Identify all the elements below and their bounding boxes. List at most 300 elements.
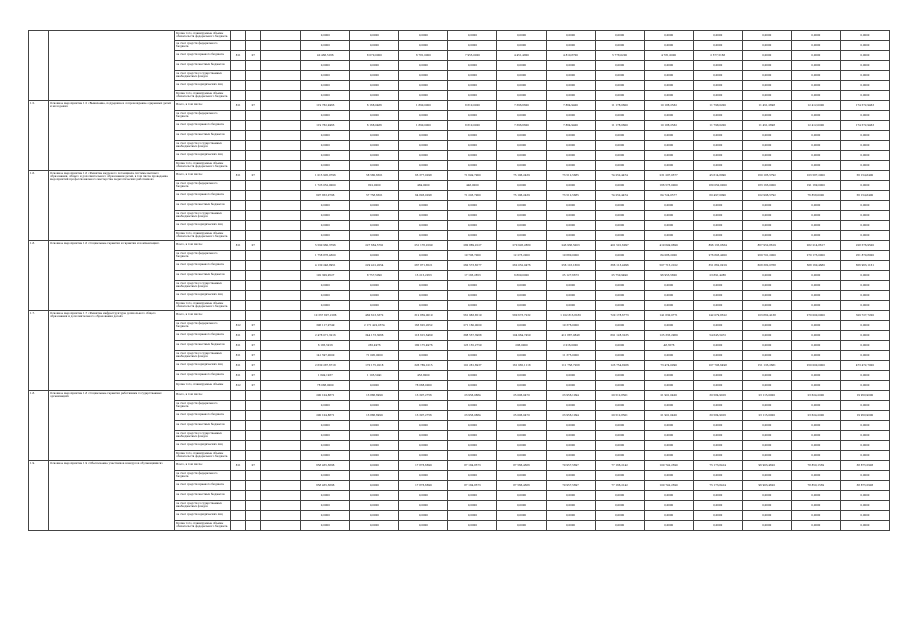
amount-cell: 0,0000: [595, 451, 644, 461]
grbs-code: 811: [231, 101, 246, 111]
amount-cell: 270 926,2880: [497, 241, 546, 251]
amount-cell: 0,0000: [693, 281, 742, 291]
amount-cell: 0,0000: [497, 371, 546, 381]
amount-cell: 0,0000: [301, 201, 350, 211]
amount-cell: 0,0000: [742, 91, 791, 101]
amount-cell: 0,0000: [546, 491, 595, 501]
amount-cell: 0,0000: [595, 341, 644, 351]
grbs-code: [231, 491, 246, 501]
funding-source: за счет средств государственных внебюджетных фондов: [175, 211, 231, 221]
amount-cell: 0,0000: [301, 61, 350, 71]
amount-cell: 2 016,0000: [546, 341, 595, 351]
amount-cell: 0,0000: [840, 271, 889, 281]
amount-cell: 0,0000: [595, 141, 644, 151]
grbs-code: [231, 221, 246, 231]
amount-cell: 0,0000: [350, 481, 399, 491]
amount-cell: 0,0000: [595, 231, 644, 241]
grbs-code: [231, 151, 246, 161]
amount-cell: 0,0000: [644, 91, 693, 101]
amount-cell: 0,0000: [693, 511, 742, 521]
amount-cell: 5 590 960,3796: [301, 241, 350, 251]
spacer-cell: [261, 101, 301, 111]
amount-cell: 0,0000: [595, 81, 644, 91]
amount-cell: 0,0000: [399, 91, 448, 101]
spacer-cell: [261, 301, 301, 311]
amount-cell: 2 577,5166: [693, 51, 742, 61]
amount-cell: 0,0000: [497, 511, 546, 521]
amount-cell: 23 115,0000: [742, 411, 791, 421]
table-row: [29, 311, 890, 321]
amount-cell: 0,0000: [448, 301, 497, 311]
grbs-code: [231, 251, 246, 261]
amount-cell: 0,0000: [399, 131, 448, 141]
amount-cell: 29 512,8501: [595, 391, 644, 401]
amount-cell: 13 397,2756: [399, 391, 448, 401]
funding-source: Кроме того, планируемые объемы обязательств федерального бюджета: [175, 161, 231, 171]
amount-cell: 276 803,4000: [693, 251, 742, 261]
amount-cell: 0,0000: [791, 331, 840, 341]
amount-cell: 256 116,1669: [546, 261, 595, 271]
amount-cell: 0,0000: [448, 441, 497, 451]
section-code: 07: [246, 331, 261, 341]
amount-cell: 0,0000: [742, 271, 791, 281]
amount-cell: 0,0000: [840, 151, 889, 161]
activity-name: Основное мероприятие 1.6 «Развитие кадрового потенциала системы высшего образования, общего и дополнительного образования детей, в том числе проведение мероприятий профессионального мастерства педагогических работников»: [49, 171, 175, 241]
spacer-cell: [261, 511, 301, 521]
funding-source: за счет средств краевого бюджета: [175, 331, 231, 341]
amount-cell: 60 497,0990: [693, 191, 742, 201]
section-code: [246, 311, 261, 321]
section-code: [246, 261, 261, 271]
amount-cell: 0,0000: [350, 491, 399, 501]
spacer-cell: [261, 431, 301, 441]
funding-source: за счет средств местных бюджетов: [175, 341, 231, 351]
amount-cell: 0,0000: [350, 91, 399, 101]
amount-cell: 0,0000: [595, 301, 644, 311]
spacer-cell: [261, 391, 301, 401]
amount-cell: 0,0000: [399, 291, 448, 301]
amount-cell: 74 252,4474: [595, 191, 644, 201]
funding-source: за счет средств федерального бюджета: [175, 251, 231, 261]
grbs-code: [231, 281, 246, 291]
grbs-code: [231, 231, 246, 241]
amount-cell: 0,0000: [840, 501, 889, 511]
amount-cell: 0,0000: [693, 521, 742, 531]
activity-number: [29, 31, 49, 101]
amount-cell: 7 955,0000: [448, 51, 497, 61]
amount-cell: 0,0000: [693, 431, 742, 441]
amount-cell: 0,0000: [693, 81, 742, 91]
amount-cell: 2 630 287,6718: [301, 361, 350, 371]
amount-cell: 0,0000: [644, 141, 693, 151]
amount-cell: 0,0000: [693, 381, 742, 391]
amount-cell: 0,0000: [546, 71, 595, 81]
section-code: [246, 141, 261, 151]
grbs-code: [231, 401, 246, 411]
amount-cell: 0,0000: [595, 441, 644, 451]
section-code: [246, 421, 261, 431]
amount-cell: 0,0000: [742, 371, 791, 381]
amount-cell: 0,0000: [546, 471, 595, 481]
funding-source: за счет средств краевого бюджета: [175, 191, 231, 201]
amount-cell: 11 375,0000: [546, 351, 595, 361]
amount-cell: 0,0000: [448, 501, 497, 511]
grbs-code: [231, 111, 246, 121]
funding-source: за счет средств юридических лиц: [175, 221, 231, 231]
amount-cell: 64 893,0298: [399, 191, 448, 201]
amount-cell: 0,0000: [693, 211, 742, 221]
funding-source: за счет средств государственных внебюджетных фондов: [175, 501, 231, 511]
amount-cell: 0,0000: [595, 71, 644, 81]
spacer-cell: [261, 471, 301, 481]
funding-source: Всего, в том числе:: [175, 311, 231, 321]
funding-source: Всего, в том числе:: [175, 461, 231, 471]
amount-cell: 0,0000: [448, 111, 497, 121]
amount-cell: 75 196,2439: [497, 191, 546, 201]
amount-cell: 401 501,6097: [595, 241, 644, 251]
section-code: [246, 491, 261, 501]
grbs-code: [231, 41, 246, 51]
amount-cell: 0,0000: [840, 511, 889, 521]
amount-cell: 0,0000: [448, 421, 497, 431]
funding-source: за счет средств местных бюджетов: [175, 421, 231, 431]
amount-cell: 0,0000: [399, 421, 448, 431]
grbs-code: [231, 481, 246, 491]
table-row: [29, 241, 890, 251]
amount-cell: 17 876,6699: [399, 461, 448, 471]
funding-source: за счет средств государственных внебюджетных фондов: [175, 141, 231, 151]
amount-cell: 0,0000: [644, 491, 693, 501]
spacer-cell: [261, 421, 301, 431]
amount-cell: 0,0000: [350, 201, 399, 211]
amount-cell: 0,0000: [399, 281, 448, 291]
amount-cell: 0,0000: [497, 151, 546, 161]
amount-cell: 0,0000: [497, 231, 546, 241]
grbs-code: [231, 121, 246, 131]
activity-name: Основное мероприятие 1.8 «Социальные гарантии работникам государственных организаций»: [49, 391, 175, 461]
amount-cell: 0,0000: [742, 491, 791, 501]
amount-cell: 262 052,0476: [497, 261, 546, 271]
amount-cell: 0,0000: [301, 301, 350, 311]
section-code: [246, 271, 261, 281]
amount-cell: 0,0000: [595, 201, 644, 211]
amount-cell: 0,0000: [840, 521, 889, 531]
amount-cell: 0,0000: [693, 71, 742, 81]
amount-cell: 0,0000: [350, 381, 399, 391]
funding-source: за счет средств краевого бюджета: [175, 121, 231, 131]
amount-cell: 0,0000: [497, 381, 546, 391]
funding-source: за счет средств юридических лиц: [175, 81, 231, 91]
amount-cell: 57 758,6501: [350, 191, 399, 201]
amount-cell: 0,0000: [399, 41, 448, 51]
amount-cell: 0,0000: [546, 61, 595, 71]
funding-source: за счет средств федерального бюджета: [175, 181, 231, 191]
amount-cell: 100 742,2590: [644, 481, 693, 491]
amount-cell: 0,0000: [791, 61, 840, 71]
spacer-cell: [261, 521, 301, 531]
amount-cell: 0,0000: [546, 231, 595, 241]
amount-cell: 0,0000: [742, 51, 791, 61]
amount-cell: 0,0000: [399, 141, 448, 151]
amount-cell: 0,0000: [791, 91, 840, 101]
amount-cell: 0,0000: [497, 41, 546, 51]
amount-cell: 30 584,9916: [693, 411, 742, 421]
amount-cell: 262 214,8617: [791, 241, 840, 251]
amount-cell: 174 572,9463: [840, 101, 889, 111]
amount-cell: 0,0000: [693, 151, 742, 161]
amount-cell: 10 188,2562: [644, 101, 693, 111]
section-code: [246, 41, 261, 51]
amount-cell: 697 853,0796: [301, 191, 350, 201]
section-code: [246, 201, 261, 211]
funding-source: за счет средств местных бюджетов: [175, 491, 231, 501]
grbs-code: 811: [231, 51, 246, 61]
amount-cell: 0,0000: [350, 111, 399, 121]
amount-cell: 0,0000: [448, 521, 497, 531]
grbs-code: 811: [231, 461, 246, 471]
section-code: 07: [246, 321, 261, 331]
amount-cell: 174 572,9463: [840, 121, 889, 131]
amount-cell: 411 887,0848: [546, 331, 595, 341]
amount-cell: 0,0000: [840, 301, 889, 311]
amount-cell: 0,0000: [399, 351, 448, 361]
amount-cell: 23 891,4286: [693, 271, 742, 281]
amount-cell: 0,0000: [840, 161, 889, 171]
amount-cell: 0,0000: [693, 231, 742, 241]
section-code: 07: [246, 371, 261, 381]
section-code: 07: [246, 241, 261, 251]
amount-cell: 0,0000: [301, 491, 350, 501]
amount-cell: 0,0000: [840, 141, 889, 151]
section-code: [246, 471, 261, 481]
amount-cell: 78 850,1539: [791, 461, 840, 471]
amount-cell: 103 587,2000: [791, 171, 840, 181]
grbs-code: [231, 261, 246, 271]
amount-cell: 0,0000: [791, 351, 840, 361]
activity-name: Основное мероприятие 1.5 «Выявление, поддержка и сопровождение одаренных детей и молодежи»: [49, 101, 175, 171]
amount-cell: 0,0000: [350, 131, 399, 141]
spacer-cell: [261, 321, 301, 331]
amount-cell: 0,0000: [791, 161, 840, 171]
grbs-code: 811: [231, 331, 246, 341]
amount-cell: 0,0000: [301, 231, 350, 241]
amount-cell: 0,0000: [497, 81, 546, 91]
amount-cell: 0,0000: [399, 451, 448, 461]
amount-cell: 19 950,9000: [840, 411, 889, 421]
amount-cell: 0,0000: [644, 511, 693, 521]
amount-cell: 170 175,0218: [350, 361, 399, 371]
amount-cell: 0,0000: [644, 81, 693, 91]
amount-cell: 0,0000: [546, 41, 595, 51]
amount-cell: 0,0000: [595, 291, 644, 301]
section-code: [246, 441, 261, 451]
amount-cell: 0,0000: [595, 491, 644, 501]
amount-cell: 0,0000: [791, 381, 840, 391]
amount-cell: 656 963,1161: [840, 261, 889, 271]
amount-cell: 0,0000: [840, 31, 889, 41]
amount-cell: 25 127,6673: [546, 271, 595, 281]
amount-cell: 0,0000: [546, 281, 595, 291]
amount-cell: 87 184,8573: [448, 481, 497, 491]
spacer-cell: [261, 491, 301, 501]
amount-cell: 0,0000: [644, 161, 693, 171]
amount-cell: 0,0000: [350, 211, 399, 221]
amount-cell: 388 557,3968: [448, 331, 497, 341]
amount-cell: 0,0000: [840, 201, 889, 211]
grbs-code: [231, 141, 246, 151]
amount-cell: 0,0000: [595, 281, 644, 291]
amount-cell: 0,0000: [742, 131, 791, 141]
amount-cell: 0,0000: [693, 341, 742, 351]
grbs-code: [231, 301, 246, 311]
amount-cell: 0,0000: [840, 431, 889, 441]
amount-cell: 0,0000: [693, 141, 742, 151]
amount-cell: 23 624,2000: [791, 391, 840, 401]
amount-cell: 87 566,4566: [497, 461, 546, 471]
amount-cell: 6 168,0466: [350, 121, 399, 131]
amount-cell: 0,0000: [693, 471, 742, 481]
funding-source: за счет средств краевого бюджета: [175, 371, 231, 381]
amount-cell: 4 451,4800: [497, 51, 546, 61]
amount-cell: 0,0000: [595, 111, 644, 121]
spacer-cell: [261, 451, 301, 461]
amount-cell: 0,0000: [399, 111, 448, 121]
table-row: [29, 461, 890, 471]
spacer-cell: [261, 261, 301, 271]
amount-cell: 0,0000: [546, 201, 595, 211]
amount-cell: 0,0000: [350, 281, 399, 291]
amount-cell: 658 455,3696: [301, 461, 350, 471]
budget-table: [28, 30, 890, 531]
amount-cell: 329 727,7200: [840, 311, 889, 321]
amount-cell: 0,0000: [546, 441, 595, 451]
amount-cell: 0,0000: [644, 381, 693, 391]
activity-number: 1.8.: [29, 391, 49, 461]
amount-cell: 0,0000: [350, 501, 399, 511]
amount-cell: 0,0000: [595, 211, 644, 221]
amount-cell: 0,0000: [791, 451, 840, 461]
amount-cell: 0,0000: [350, 441, 399, 451]
amount-cell: 0,0000: [301, 91, 350, 101]
amount-cell: 568 160,4680: [791, 261, 840, 271]
amount-cell: 0,0000: [742, 421, 791, 431]
amount-cell: 0,0000: [840, 281, 889, 291]
amount-cell: 0,0000: [693, 131, 742, 141]
amount-cell: 0,0000: [840, 181, 889, 191]
amount-cell: 0,0000: [693, 61, 742, 71]
amount-cell: 13 886,6999: [350, 391, 399, 401]
amount-cell: 0,0000: [399, 511, 448, 521]
amount-cell: 77 166,2142: [595, 481, 644, 491]
amount-cell: 23 956,1094: [546, 411, 595, 421]
amount-cell: 0,0000: [448, 281, 497, 291]
amount-cell: 580 673,7232: [497, 311, 546, 321]
amount-cell: 0,0000: [301, 501, 350, 511]
amount-cell: 0,0000: [742, 511, 791, 521]
grbs-code: [231, 411, 246, 421]
amount-cell: 0,0000: [693, 351, 742, 361]
amount-cell: 73 512,5885: [546, 191, 595, 201]
section-code: [246, 91, 261, 101]
amount-cell: 6 185,5916: [301, 341, 350, 351]
amount-cell: 0,0000: [644, 431, 693, 441]
amount-cell: 608 382,0768: [742, 261, 791, 271]
amount-cell: 180 050,0000: [693, 181, 742, 191]
amount-cell: 0,0000: [448, 471, 497, 481]
amount-cell: 11 178,0600: [595, 101, 644, 111]
amount-cell: 104 964,7459: [497, 331, 546, 341]
grbs-code: [231, 271, 246, 281]
amount-cell: 0,0000: [644, 451, 693, 461]
amount-cell: 1 723 052,0000: [301, 181, 350, 191]
amount-cell: 0,0000: [301, 291, 350, 301]
spacer-cell: [261, 231, 301, 241]
amount-cell: 0,0000: [301, 151, 350, 161]
spacer-cell: [261, 281, 301, 291]
funding-source: Кроме того, планируемые объемы обязательств федерального бюджета: [175, 91, 231, 101]
section-code: [246, 71, 261, 81]
amount-cell: 0,0000: [301, 421, 350, 431]
amount-cell: 0,0000: [595, 321, 644, 331]
amount-cell: 38 875,5993: [840, 481, 889, 491]
amount-cell: 0,0000: [742, 451, 791, 461]
amount-cell: 23 956,0884: [448, 391, 497, 401]
amount-cell: 0,0000: [742, 81, 791, 91]
amount-cell: 0,0000: [595, 181, 644, 191]
amount-cell: 0,0000: [497, 291, 546, 301]
amount-cell: 11 451,2698: [742, 121, 791, 131]
section-code: [246, 251, 261, 261]
amount-cell: 0,0000: [791, 301, 840, 311]
amount-cell: 0,0000: [742, 151, 791, 161]
amount-cell: 0,0000: [644, 61, 693, 71]
funding-source: Кроме того, планируемые объемы: [175, 381, 231, 391]
grbs-code: [231, 181, 246, 191]
amount-cell: 0,0000: [546, 211, 595, 221]
amount-cell: 0,0000: [742, 341, 791, 351]
amount-cell: 163 625,2052: [399, 321, 448, 331]
amount-cell: 0,0000: [448, 491, 497, 501]
amount-cell: 0,0000: [448, 291, 497, 301]
amount-cell: 0,0000: [791, 141, 840, 151]
grbs-code: 811: [231, 351, 246, 361]
amount-cell: 0,0000: [742, 401, 791, 411]
section-code: [246, 31, 261, 41]
spacer-cell: [261, 111, 301, 121]
funding-source: за счет средств краевого бюджета: [175, 411, 231, 421]
amount-cell: 0,0000: [644, 151, 693, 161]
amount-cell: 270 000,0000: [791, 311, 840, 321]
section-code: [246, 191, 261, 201]
amount-cell: 270 173,0000: [791, 251, 840, 261]
amount-cell: 0,0000: [448, 381, 497, 391]
amount-cell: 0,0000: [350, 81, 399, 91]
amount-cell: 0,0000: [350, 521, 399, 531]
activity-number: 1.9.: [29, 461, 49, 531]
amount-cell: 1 102 813,8180: [546, 311, 595, 321]
amount-cell: 0,0000: [546, 451, 595, 461]
amount-cell: 13 886,6999: [350, 411, 399, 421]
section-code: 07: [246, 381, 261, 391]
activity-name: Основное мероприятие 1.7 «Развитие инфраструктуры дошкольного общего образования и дополнительного образования детей»: [49, 311, 175, 391]
amount-cell: 0,0000: [840, 441, 889, 451]
amount-cell: 0,0000: [791, 81, 840, 91]
amount-cell: -48,3576: [644, 341, 693, 351]
spacer-cell: [261, 61, 301, 71]
grbs-code: 811: [231, 371, 246, 381]
section-code: [246, 221, 261, 231]
amount-cell: 0,0000: [301, 471, 350, 481]
